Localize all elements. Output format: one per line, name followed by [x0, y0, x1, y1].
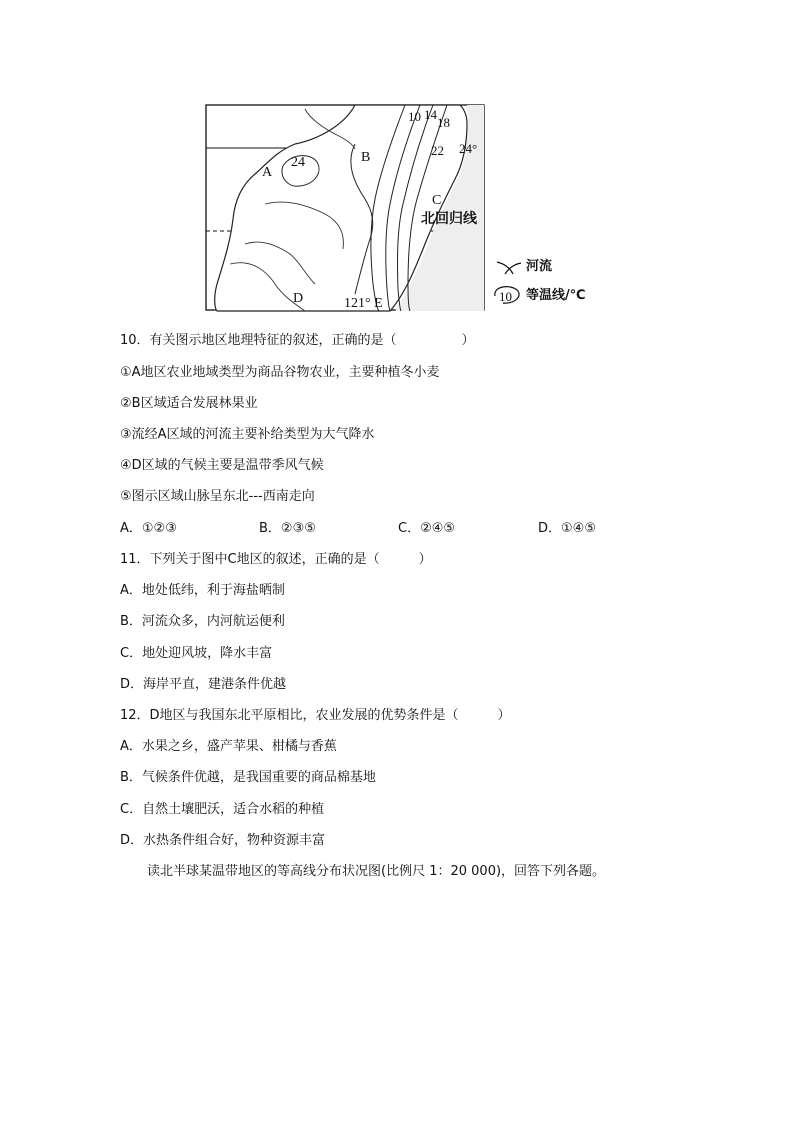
q11-option-c: C．地处迎风坡，降水丰富: [120, 646, 273, 661]
legend-isotherm-label: 等温线/℃: [526, 288, 586, 303]
q12-option-b: B．气候条件优越，是我国重要的商品棉基地: [120, 770, 376, 785]
q10-option-c: C．②④⑤: [398, 521, 456, 536]
question-12-stem: 12．D地区与我国东北平原相比，农业发展的优势条件是（ ）: [120, 708, 511, 723]
label-d: D: [293, 291, 304, 306]
legend-isotherm-value: 10: [499, 289, 512, 304]
question-11-stem: 11．下列关于图中C地区的叙述，正确的是（ ）: [120, 552, 432, 567]
q10-item-5: ⑤图示区域山脉呈东北---西南走向: [120, 489, 315, 504]
label-isotherm-14: 14: [424, 107, 437, 122]
q11-option-b: B．河流众多，内河航运便利: [120, 614, 285, 629]
q11-option-a: A．地处低纬，利于海盐晒制: [120, 583, 285, 598]
label-isotherm-10: 10: [408, 109, 421, 124]
label-longitude: 121° E: [344, 296, 383, 311]
q12-option-c: C．自然土壤肥沃，适合水稻的种植: [120, 802, 325, 817]
q10-option-b: B．②③⑤: [259, 521, 316, 536]
q10-item-4: ④D区域的气候主要是温带季风气候: [120, 458, 324, 473]
q11-option-d: D．海岸平直，建港条件优越: [120, 677, 287, 692]
next-section-intro: 读北半球某温带地区的等高线分布状况图(比例尺 1：20 000)，回答下列各题。: [147, 864, 606, 879]
q12-option-d: D．水热条件组合好，物种资源丰富: [120, 833, 326, 848]
label-a: A: [262, 165, 273, 180]
legend-river-icon: [497, 262, 521, 274]
q10-option-a: A．①②③: [120, 521, 177, 536]
label-isotherm-18: 18: [437, 115, 450, 130]
map-figure: [205, 104, 605, 312]
label-c: C: [432, 193, 442, 208]
q10-item-1: ①A地区农业地域类型为商品谷物农业，主要种植冬小麦: [120, 365, 440, 380]
q10-option-d: D．①④⑤: [538, 521, 596, 536]
legend-river-label: 河流: [526, 259, 553, 274]
question-10-stem: 10．有关图示地区地理特征的叙述，正确的是（ ）: [120, 333, 475, 348]
label-b: B: [361, 150, 371, 165]
q10-item-2: ②B区域适合发展林果业: [120, 396, 258, 411]
label-isotherm-24: 24: [291, 155, 305, 170]
label-isotherm-22: 22: [431, 143, 444, 158]
q12-option-a: A．水果之乡，盛产苹果、柑橘与香蕉: [120, 739, 337, 754]
map-drawing: [205, 104, 605, 312]
q10-item-3: ③流经A区域的河流主要补给类型为大气降水: [120, 427, 375, 442]
label-tropic: 北回归线: [421, 211, 477, 227]
label-latitude: 24°: [459, 141, 478, 156]
